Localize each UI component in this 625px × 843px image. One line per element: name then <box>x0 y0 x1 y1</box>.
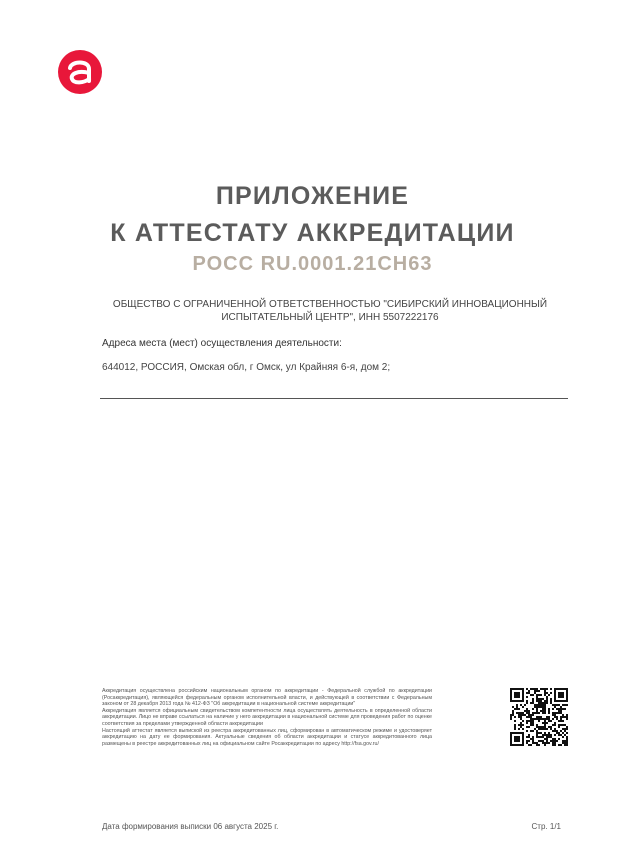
fine-print-paragraph: Аккредитация осуществлена российским национальным органом по аккредитации - Федеральной службой по аккредитации (Росаккредитация), являющейся федеральным органом исполнительной власти, и действующей в соответствии с Федеральным законом от 28 декабря 2013 года № 412-ФЗ "Об аккредитации в национальной системе аккредитации" <box>102 688 432 708</box>
document-title-line2: К АТТЕСТАТУ АККРЕДИТАЦИИ <box>110 219 515 247</box>
fine-print-paragraph: Настоящий аттестат является выпиской из реестра аккредитованных лиц, сформирован в автоматическом режиме и удостоверяет аккредитацию на дату ее формирования. Актуальные сведения об области аккредитации и статусе аккредитованного лица размещены в реестре аккредитованных лиц на официальном сайте Росаккредитации по адресу http://fsa.gov.ru/ <box>102 727 432 747</box>
divider <box>100 398 568 399</box>
address-label: Адреса места (мест) осуществления деятельности: <box>102 338 342 349</box>
accreditation-logo-icon <box>56 48 104 96</box>
qr-code-icon <box>510 688 568 746</box>
registration-number: РОСС RU.0001.21СН63 <box>192 253 433 275</box>
generation-date: Дата формирования выписки 06 августа 2025 г. <box>102 822 279 831</box>
page-number: Стр. 1/1 <box>531 822 561 831</box>
organization-name: ОБЩЕСТВО С ОГРАНИЧЕННОЙ ОТВЕТСТВЕННОСТЬЮ "СИБИРСКИЙ ИННОВАЦИОННЫЙ ИСПЫТАТЕЛЬНЫЙ ЦЕНТР", ИНН 5507222176 <box>112 299 548 323</box>
fine-print <box>102 688 432 747</box>
document-title-line1: ПРИЛОЖЕНИЕ <box>215 182 410 210</box>
address-value: 644012, РОССИЯ, Омская обл, г Омск, ул Крайняя 6-я, дом 2; <box>102 362 391 373</box>
fine-print-paragraph: Аккредитация является официальным свидетельством компетентности лица осуществлять деятельность в определенной области аккредитации. Лицо не вправе ссылаться на наличие у него аккредитации в национальной системе для проведения работ по оценке соответствия за пределами утвержденной области аккредитации <box>102 707 432 727</box>
